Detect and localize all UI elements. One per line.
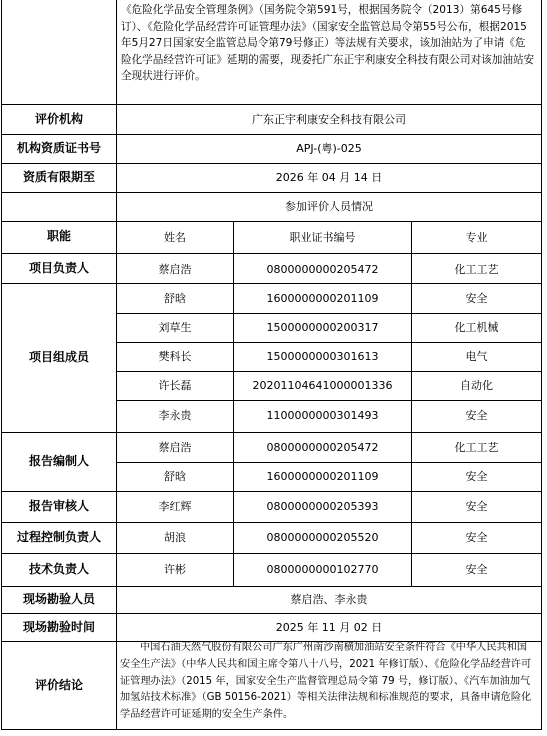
header-name: 姓名 — [164, 231, 186, 244]
member-cert: 0800000000205472 — [266, 441, 379, 454]
role-project-members: 项目组成员 — [28, 350, 89, 364]
survey-time-label: 现场勘验时间 — [22, 620, 95, 634]
survey-label: 现场勘验人员 — [22, 592, 95, 606]
member-major: 化工机械 — [454, 321, 499, 334]
member-name: 舒晗 — [164, 470, 186, 483]
cert-label: 机构资质证书号 — [16, 141, 101, 155]
member-name: 李永贵 — [158, 409, 192, 422]
member-major: 化工工艺 — [454, 263, 499, 276]
member-major: 化工工艺 — [454, 441, 499, 454]
header-major: 专业 — [465, 231, 488, 244]
member-cert: 0800000000102770 — [266, 563, 379, 576]
member-name: 刘草生 — [158, 321, 192, 334]
member-cert: 0800000000205520 — [266, 531, 379, 544]
member-cert: 0800000000205393 — [266, 500, 379, 513]
member-name: 蔡启浩 — [158, 263, 192, 276]
conclusion-text: 中国石油天然气股份有限公司广东广州南沙南横加油站安全条件符合《中华人民共和国安全生产法》（中华人民共和国主席令第八十八号，2021 年修订版）、《危险化学品经营许可证管理办法》（2015 年，国家安全生产监督管理总局令第 79 号，修订版）、《汽车加油加气加氢站技术标准》（GB 50156-2021）等相关法律法规和标准规范的要求，具备申请危险化学品经营许可证延期的安全生产条件。 — [120, 642, 532, 721]
valid-value: 2026 年 04 月 14 日 — [275, 171, 383, 184]
member-cert: 1600000000201109 — [266, 292, 379, 305]
member-name: 胡浪 — [164, 531, 186, 544]
member-major: 自动化 — [460, 379, 493, 392]
member-name: 蔡启浩 — [158, 441, 192, 454]
member-major: 电气 — [465, 350, 488, 363]
survey-time-value: 2025 年 11 月 02 日 — [275, 621, 383, 634]
member-major: 安全 — [465, 292, 488, 305]
role-tech-leader: 技术负责人 — [28, 562, 89, 576]
survey-value: 蔡启浩、李永贵 — [290, 593, 368, 606]
header-cert: 职业证书编号 — [289, 231, 356, 244]
table-border-right — [541, 0, 542, 730]
member-major: 安全 — [465, 500, 488, 513]
conclusion-label: 评价结论 — [34, 678, 83, 692]
role-project-leader: 项目负责人 — [28, 261, 89, 275]
role-report-reviewer: 报告审核人 — [28, 499, 89, 513]
member-cert: 1100000000301493 — [266, 409, 379, 422]
member-major: 安全 — [465, 409, 488, 422]
member-cert: 1500000000301613 — [266, 350, 379, 363]
member-name: 许长磊 — [158, 379, 192, 392]
member-cert: 1600000000201109 — [266, 470, 379, 483]
member-cert: 1500000000200317 — [266, 321, 379, 334]
intro-paragraph: 《危险化学品安全管理条例》（国务院令第591号，根据国务院令（2013）第645号修订）、《危险化学品经营许可证管理办法》（国家安全监管总局令第55号公布，根据2015年5月27日国家安全监管总局令第79号修正）等法规有关要求，该加油站为了申请《危险化学品经营许可证》延期的需要，现委托广东正宇利康安全科技有限公司对该加油站安全现状进行评价。 — [121, 4, 535, 83]
member-name: 樊科长 — [158, 350, 192, 363]
member-cert: 0800000000205472 — [266, 263, 379, 276]
org-value: 广东正宇利康安全科技有限公司 — [252, 113, 406, 126]
header-role: 职能 — [46, 229, 71, 243]
member-major: 安全 — [465, 563, 488, 576]
role-report-author: 报告编制人 — [28, 454, 89, 468]
member-major: 安全 — [465, 470, 488, 483]
member-name: 许彬 — [164, 563, 186, 576]
participants-title: 参加评价人员情况 — [285, 200, 373, 213]
member-name: 李红辉 — [158, 500, 192, 513]
cert-value: APJ-(粤)-025 — [296, 142, 362, 155]
valid-label: 资质有限期至 — [22, 170, 95, 184]
member-name: 舒晗 — [164, 292, 186, 305]
org-label: 评价机构 — [34, 112, 83, 126]
role-process-control: 过程控制负责人 — [16, 530, 101, 544]
member-cert: 20201104641000001336 — [252, 379, 393, 392]
member-major: 安全 — [465, 531, 488, 544]
